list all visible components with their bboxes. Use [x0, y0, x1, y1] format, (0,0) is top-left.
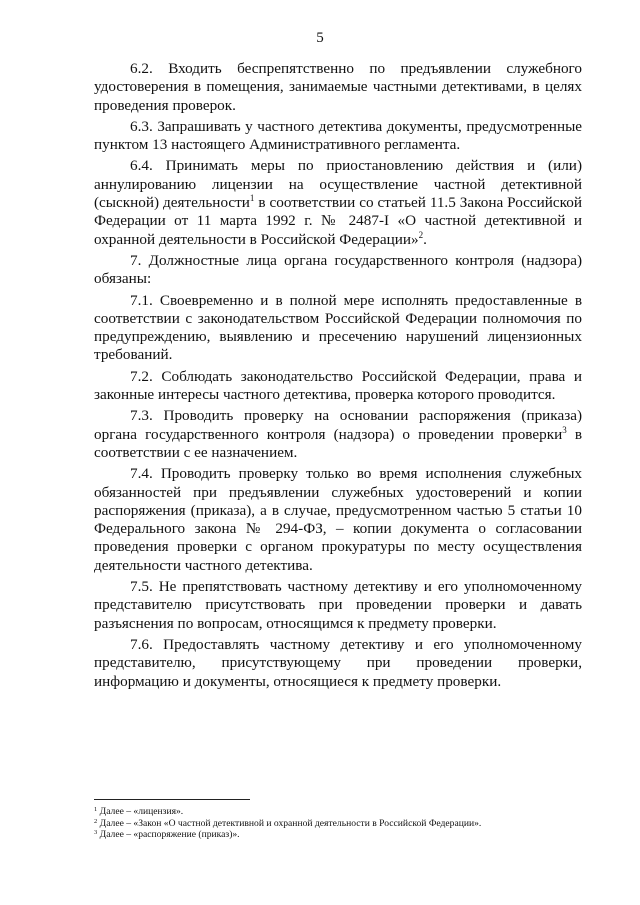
paragraph-number: 7.5. [130, 578, 153, 596]
paragraph-number: 7.3. [130, 407, 153, 425]
footnote-2 [94, 818, 582, 830]
paragraph-number: 7. [130, 251, 142, 269]
paragraph-7 [94, 252, 582, 289]
paragraph-6-2 [94, 60, 582, 115]
paragraph-text: Проводить проверку на основании распоряжения (приказа) органа государственного контроля (надзора) о проведении проверки [94, 407, 582, 443]
document-body [94, 60, 582, 694]
footnote-1 [94, 806, 582, 818]
footnote-3 [94, 829, 582, 841]
footnote-text: Далее – «Закон «О частной детективной и охранной деятельности в Российской Федерации». [97, 817, 482, 829]
paragraph-7-3 [94, 407, 582, 462]
paragraph-number: 7.1. [130, 291, 153, 309]
paragraph-text: Своевременно и в полной мере исполнять предоставленные в соответствии с законодательством Российской Федерации полномочия по предупреждению, выявлению и пресечению нарушений лицензионных требований. [94, 291, 583, 364]
paragraph-text: . [423, 230, 427, 248]
paragraph-6-3 [94, 118, 582, 155]
footnote-mark: 3 [94, 829, 98, 836]
paragraph-number: 6.4. [130, 157, 153, 175]
paragraph-7-2 [94, 368, 582, 405]
paragraph-text: Принимать меры по приостановлению действия и (или) аннулированию лицензии на осуществление частной детективной (сыскной) деятельности [94, 157, 582, 212]
paragraph-text: Соблюдать законодательство Российской Федерации, права и законные интересы частного детектива, проверка которого проводится. [94, 367, 582, 404]
footnote-ref-2: 2 [418, 229, 424, 240]
paragraph-text: в соответствии с ее назначением. [94, 425, 582, 461]
page-number: 5 [316, 30, 324, 46]
footnote-mark: 1 [94, 806, 98, 813]
paragraph-text: Входить беспрепятственно по предъявлении служебного удостоверения в помещения, занимаемые частными детективами, в целях проведения проверок. [94, 60, 583, 114]
paragraph-text: в соответствии со статьей 11.5 Закона Российской Федерации от 11 марта 1992 г. № 2487-I «О частной детективной и охранной деятельности в Российской Федерации» [94, 194, 582, 248]
footnotes [94, 806, 582, 841]
paragraph-text: Не препятствовать частному детективу и его уполномоченному представителю присутствовать при проведении проверки и давать разъяснения по вопросам, относящимся к предмету проверки. [94, 578, 583, 632]
footnote-separator [94, 799, 250, 800]
paragraph-text: Проводить проверку только во время исполнения служебных обязанностей при предъявлении служебных удостоверений и копии распоряжения (приказа), а в случае, предусмотренном частью 5 статьи 10 Федерального закона № 294-ФЗ, – копии документа о согласовании проведения проверки с органом прокуратуры по месту осуществления деятельности частного детектива. [94, 465, 582, 574]
paragraph-number: 7.2. [130, 367, 153, 385]
paragraph-7-1 [94, 292, 582, 365]
paragraph-number: 7.4. [130, 465, 153, 483]
paragraph-number: 7.6. [130, 635, 153, 653]
paragraph-text: Предоставлять частному детективу и его уполномоченному представителю, присутствующему при проведении проверки, информацию и документы, относящиеся к предмету проверки. [94, 635, 583, 690]
footnote-text: Далее – «распоряжение (приказ)». [97, 829, 240, 840]
paragraph-number: 6.2. [130, 60, 153, 77]
paragraph-7-5 [94, 578, 582, 633]
paragraph-6-4 [94, 157, 582, 248]
footnote-mark: 2 [94, 817, 98, 825]
paragraph-7-6 [94, 636, 582, 691]
paragraph-7-4 [94, 465, 582, 575]
paragraph-number: 6.3. [130, 117, 153, 135]
paragraph-text: Должностные лица органа государственного контроля (надзора) обязаны: [94, 251, 582, 288]
footnote-text: Далее – «лицензия». [97, 806, 184, 817]
paragraph-text: Запрашивать у частного детектива документы, предусмотренные пунктом 13 настоящего Административного регламента. [94, 117, 583, 154]
footnote-ref-3: 3 [562, 424, 567, 435]
footnote-ref-1: 1 [249, 193, 255, 204]
